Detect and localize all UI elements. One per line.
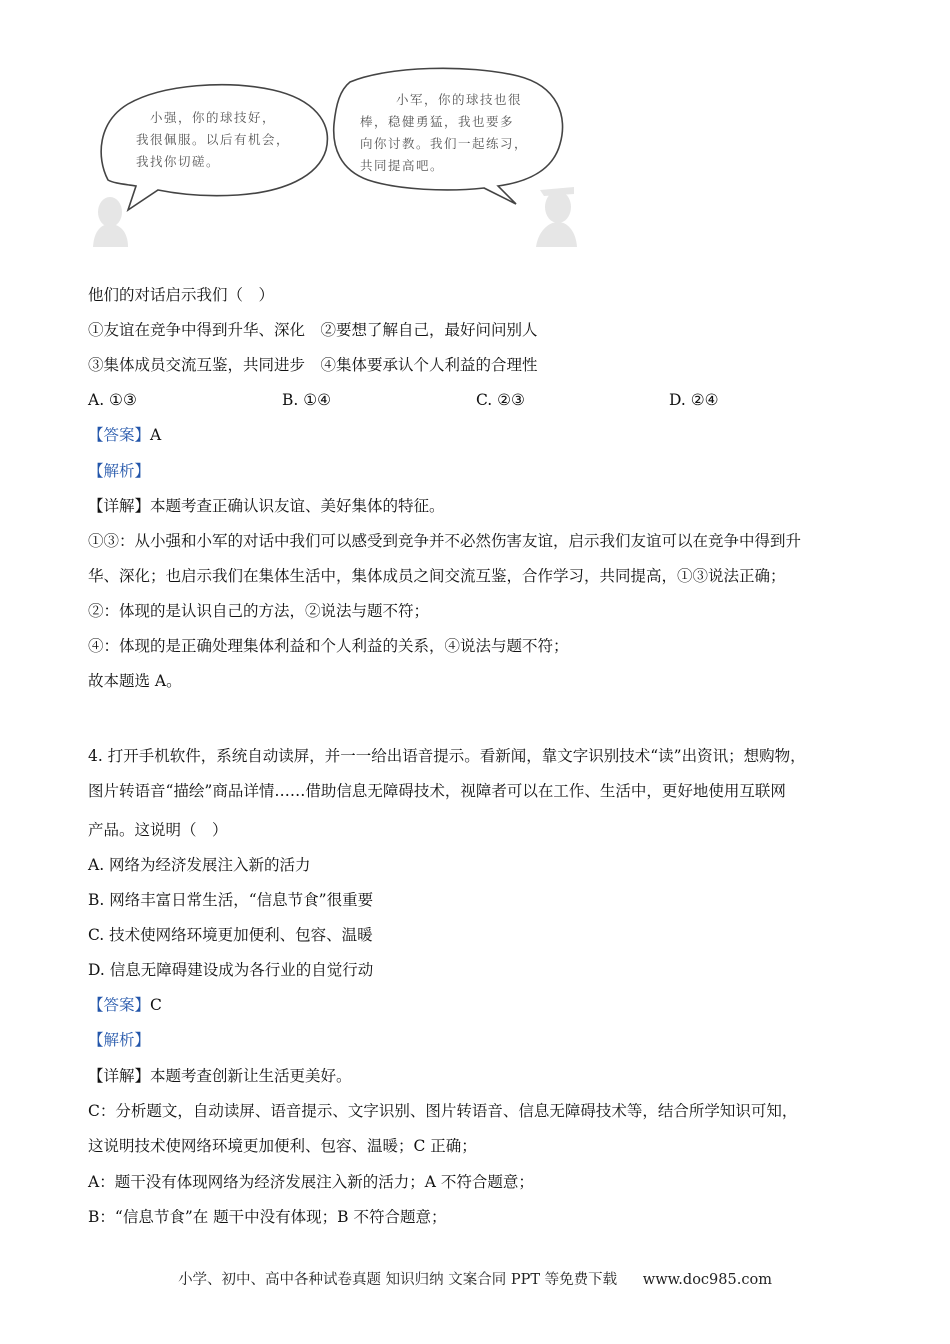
q4-stem-3: 产品。这说明（ ） — [88, 821, 228, 839]
q4-detail: 本题考查创新让生活更美好。 — [150, 1067, 352, 1085]
q4-answer-line — [88, 995, 162, 1015]
q3-analysis-tag: 【解析】 — [88, 462, 151, 480]
q4-option-d: D. 信息无障碍建设成为各行业的自觉行动 — [88, 961, 374, 979]
q4-option-c: C. 技术使网络环境更加便利、包容、温暖 — [88, 926, 373, 944]
page-footer — [0, 1270, 950, 1290]
q4-stem-1: 4. 打开手机软件，系统自动读屏，并一一给出语音提示。看新闻，靠文字识别技术“读”出资讯；想购物， — [88, 747, 806, 765]
answer-tag: 【答案】 — [88, 996, 151, 1014]
right-bubble-line-2: 棒，稳健勇猛，我也要多 — [360, 114, 515, 129]
q4-stem-2: 图片转语音“描绘”商品详情……借助信息无障碍技术，视障者可以在工作、生活中，更好地使用互联网 — [88, 782, 786, 800]
footer-text: 小学、初中、高中各种试卷真题 知识归纳 文案合同 PPT 等免费下载 — [178, 1272, 618, 1288]
q4-option-b: B. 网络丰富日常生活，“信息节食”很重要 — [88, 891, 374, 909]
q3-option-b: B. ①④ — [282, 391, 332, 409]
q4-detail-line — [88, 1066, 352, 1086]
q4-explanation-b: B：“信息节食”在 题干中没有体现；B 不符合题意； — [88, 1208, 447, 1226]
q3-detail-line — [88, 496, 445, 516]
q3-detail: 本题考查正确认识友谊、美好集体的特征。 — [150, 497, 445, 515]
right-bubble-line-1: 小军，你的球技也很 — [396, 92, 523, 107]
q3-option-a: A. ①③ — [88, 391, 137, 409]
q3-answer-line — [88, 425, 161, 445]
q3-stem: 他们的对话启示我们（ ） — [88, 286, 275, 304]
detail-tag: 【详解】 — [88, 1067, 151, 1085]
footer-url-link[interactable]: www.doc985.com — [642, 1272, 772, 1288]
detail-tag: 【详解】 — [88, 497, 151, 515]
left-bubble-line-3: 我找你切磋。 — [136, 154, 221, 169]
q4-answer: C — [150, 996, 162, 1014]
q3-explanation-2: ②：体现的是认识自己的方法，②说法与题不符； — [88, 602, 430, 620]
q3-explanation-1a: ①③：从小强和小军的对话中我们可以感受到竞争并不必然伤害友谊，启示我们友谊可以在竞争中得到升 — [88, 532, 802, 550]
left-speech-bubble — [101, 85, 327, 210]
dialogue-illustration — [88, 62, 578, 252]
q3-explanation-1b: 华、深化；也启示我们在集体生活中，集体成员之间交流互鉴，合作学习，共同提高，①③说法正确； — [88, 567, 786, 585]
q4-explanation-c1: C：分析题文，自动读屏、语音提示、文字识别、图片转语音、信息无障碍技术等，结合所学知识可知， — [88, 1102, 798, 1120]
left-bubble-line-2: 我很佩服。以后有机会， — [136, 132, 291, 147]
left-person-figure — [93, 197, 128, 247]
q3-conclusion: 故本题选 A。 — [88, 672, 182, 690]
left-bubble-line-1: 小强，你的球技好， — [150, 110, 277, 125]
q4-option-a: A. 网络为经济发展注入新的活力 — [88, 856, 311, 874]
q3-statements-1: ①友谊在竞争中得到升华、深化 ②要想了解自己，最好问问别人 — [88, 321, 538, 339]
q4-analysis-tag: 【解析】 — [88, 1031, 151, 1049]
q3-option-c: C. ②③ — [476, 391, 525, 409]
answer-tag: 【答案】 — [88, 426, 151, 444]
q4-explanation-c2: 这说明技术使网络环境更加便利、包容、温暖；C 正确； — [88, 1137, 477, 1155]
right-bubble-line-3: 向你讨教。我们一起练习， — [360, 136, 529, 151]
q3-explanation-3: ④：体现的是正确处理集体利益和个人利益的关系，④说法与题不符； — [88, 637, 569, 655]
q4-explanation-a: A：题干没有体现网络为经济发展注入新的活力；A 不符合题意； — [88, 1173, 534, 1191]
q3-option-d: D. ②④ — [669, 391, 719, 409]
right-person-figure — [536, 187, 577, 247]
q3-statements-2: ③集体成员交流互鉴，共同进步 ④集体要承认个人利益的合理性 — [88, 356, 538, 374]
q3-answer: A — [150, 426, 162, 444]
right-bubble-line-4: 共同提高吧。 — [360, 158, 445, 173]
